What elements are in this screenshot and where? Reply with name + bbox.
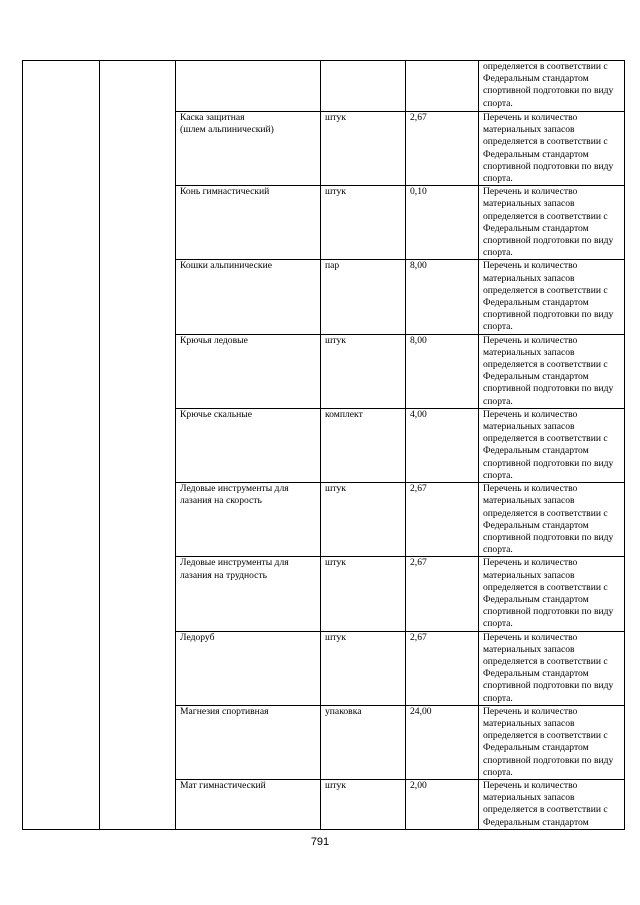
note-cell — [479, 631, 625, 705]
quantity-cell — [406, 186, 479, 260]
unit-cell — [321, 631, 406, 705]
note-text: Перечень и количество материальных запасов определяется в соответствии с Федеральным стандартом спортивной подготовки по виду спорта. — [483, 186, 614, 259]
item-name-text: Кошки альпинические — [180, 260, 272, 272]
quantity-cell — [406, 631, 479, 705]
item-name-cell — [176, 557, 321, 631]
item-name-cell — [176, 408, 321, 482]
section-number-cell — [23, 61, 100, 830]
unit-cell — [321, 705, 406, 779]
item-name-text: Конь гимнастический — [180, 186, 270, 198]
unit-cell — [321, 61, 406, 112]
equipment-table — [22, 60, 625, 830]
quantity-cell — [406, 557, 479, 631]
page-number: 791 — [310, 836, 330, 848]
unit-text: штук — [325, 483, 346, 495]
quantity-text: 2,67 — [410, 631, 427, 643]
unit-cell — [321, 779, 406, 829]
unit-cell — [321, 112, 406, 186]
note-text: Перечень и количество материальных запасов определяется в соответствии с Федеральным стандартом спортивной подготовки по виду спорта. — [483, 631, 614, 704]
item-name-cell — [176, 705, 321, 779]
unit-text: штук — [325, 186, 346, 198]
note-cell — [479, 260, 625, 334]
note-cell — [479, 186, 625, 260]
note-text: Перечень и количество материальных запасов определяется в соответствии с Федеральным стандартом спортивной подготовки по виду спорта. — [483, 408, 614, 481]
section-name-cell — [100, 61, 176, 830]
item-name-text: Ледовые инструменты для лазания на трудность — [180, 557, 289, 581]
unit-cell — [321, 408, 406, 482]
quantity-text: 4,00 — [410, 408, 427, 420]
note-text: Перечень и количество материальных запасов определяется в соответствии с Федеральным стандартом спортивной подготовки по виду спорта. — [483, 705, 614, 778]
table-row-continuation — [23, 61, 625, 112]
quantity-text: 2,67 — [410, 557, 427, 569]
note-cell — [479, 557, 625, 631]
item-name-text: Магнезия спортивная — [180, 705, 269, 717]
item-name-text: Крючья ледовые — [180, 334, 248, 346]
quantity-text: 24,00 — [410, 705, 432, 717]
unit-cell — [321, 186, 406, 260]
note-cell — [479, 483, 625, 557]
note-text: Перечень и количество материальных запасов определяется в соответствии с Федеральным стандартом спортивной подготовки по виду спорта. — [483, 334, 614, 407]
item-name-text: Крючье скальные — [180, 408, 252, 420]
item-name-cell — [176, 483, 321, 557]
note-cell — [479, 334, 625, 408]
continuation-note-text: определяется в соответствии с Федеральным стандартом спортивной подготовки по виду спорта. — [483, 61, 614, 109]
item-name-cell — [176, 334, 321, 408]
quantity-cell — [406, 408, 479, 482]
item-name-text: Ледоруб — [180, 631, 215, 643]
note-cell — [479, 61, 625, 112]
note-cell — [479, 779, 625, 829]
quantity-cell — [406, 61, 479, 112]
unit-cell — [321, 557, 406, 631]
equipment-table-body — [23, 61, 625, 830]
unit-text: упаковка — [325, 705, 362, 717]
note-text: Перечень и количество материальных запасов определяется в соответствии с Федеральным стандартом спортивной подготовки по виду спорта. — [483, 483, 614, 556]
item-name-cell — [176, 631, 321, 705]
unit-text: комплект — [325, 408, 363, 420]
item-name-text: Мат гимнастический — [180, 779, 266, 791]
unit-text: штук — [325, 631, 346, 643]
item-name-text: Каска защитная (шлем альпинический) — [180, 112, 274, 136]
unit-text: штук — [325, 557, 346, 569]
item-name-text: Ледовые инструменты для лазания на скорость — [180, 483, 289, 507]
unit-cell — [321, 260, 406, 334]
item-name-cell — [176, 779, 321, 829]
quantity-cell — [406, 779, 479, 829]
unit-cell — [321, 483, 406, 557]
quantity-text: 0,10 — [410, 186, 427, 198]
unit-text: штук — [325, 779, 346, 791]
quantity-text: 2,67 — [410, 112, 427, 123]
note-cell — [479, 112, 625, 186]
quantity-cell — [406, 334, 479, 408]
item-name-cell — [176, 260, 321, 334]
note-cell — [479, 705, 625, 779]
unit-text: штук — [325, 334, 346, 346]
quantity-text: 2,00 — [410, 779, 427, 791]
quantity-cell — [406, 260, 479, 334]
item-name-cell — [176, 186, 321, 260]
quantity-text: 8,00 — [410, 334, 427, 346]
unit-cell — [321, 334, 406, 408]
quantity-text: 2,67 — [410, 483, 427, 495]
note-text: Перечень и количество материальных запасов определяется в соответствии с Федеральным стандартом — [483, 779, 608, 828]
note-text: Перечень и количество материальных запасов определяется в соответствии с Федеральным стандартом спортивной подготовки по виду спорта. — [483, 260, 614, 333]
item-name-cell — [176, 61, 321, 112]
quantity-cell — [406, 705, 479, 779]
unit-text: штук — [325, 112, 346, 123]
quantity-text: 8,00 — [410, 260, 427, 272]
note-text: Перечень и количество материальных запасов определяется в соответствии с Федеральным стандартом спортивной подготовки по виду спорта. — [483, 112, 614, 185]
unit-text: пар — [325, 260, 340, 272]
note-text: Перечень и количество материальных запасов определяется в соответствии с Федеральным стандартом спортивной подготовки по виду спорта. — [483, 557, 614, 630]
item-name-cell — [176, 112, 321, 186]
note-cell — [479, 408, 625, 482]
quantity-cell — [406, 483, 479, 557]
quantity-cell — [406, 112, 479, 186]
